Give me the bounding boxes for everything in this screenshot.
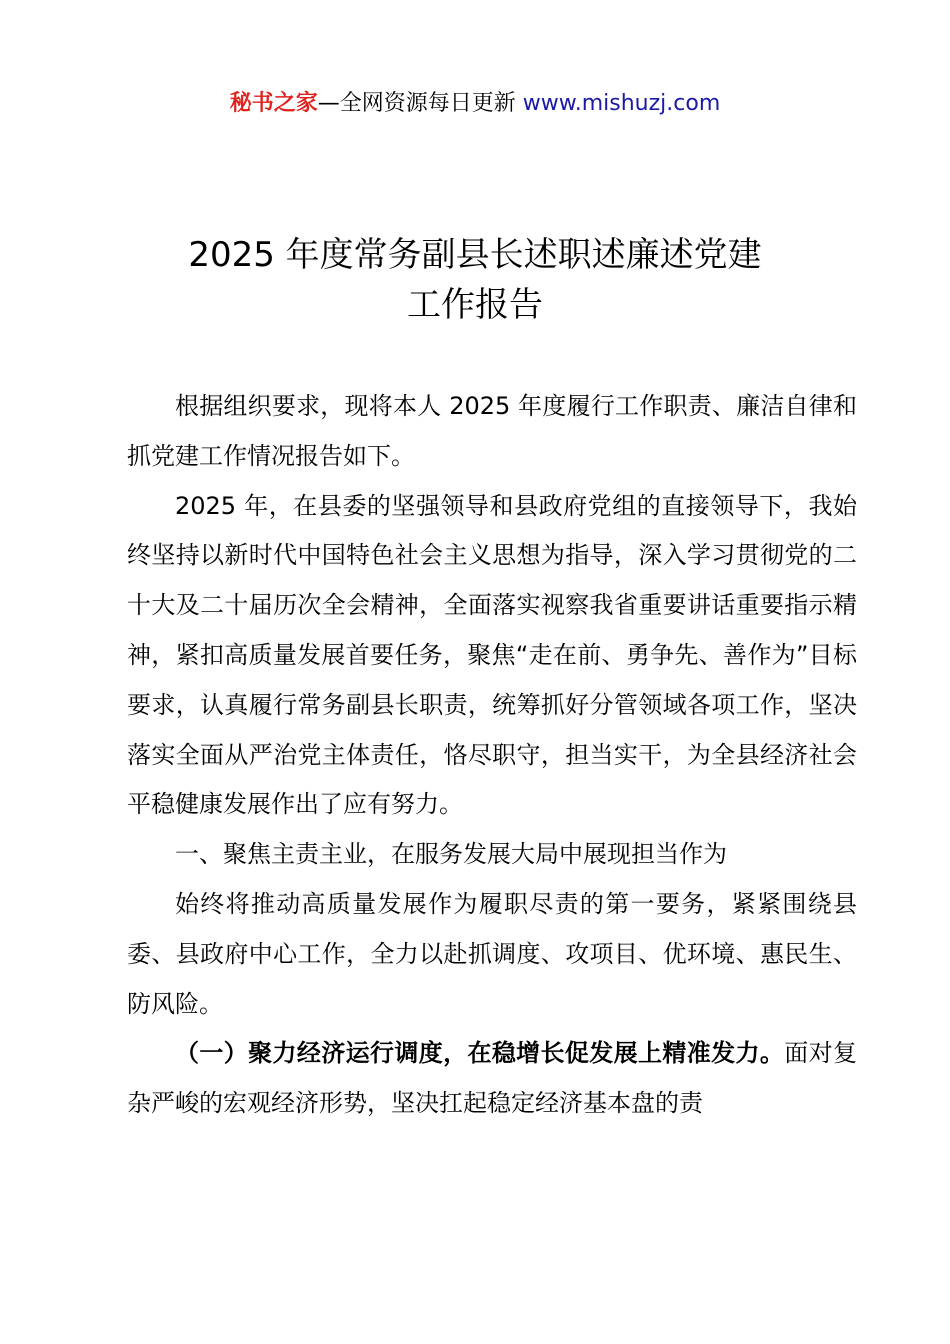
subsection-text-1: 面对复杂严峻的宏观经济形势，坚决扛起稳定经济基本盘的责 <box>127 1039 858 1118</box>
paragraph-subsection-1 <box>127 1029 857 1129</box>
site-slogan: —全网资源每日更新 <box>317 91 516 116</box>
site-header <box>0 86 950 122</box>
section-heading-1: 一、聚焦主责主业，在服务发展大局中展现担当作为 <box>175 840 727 869</box>
document-title-line2: 工作报告 <box>407 285 543 325</box>
paragraph-intro: 根据组织要求，现将本人 2025 年度履行工作职责、廉洁自律和抓党建工作情况报告如下。 <box>127 392 857 470</box>
document-body <box>127 382 857 1129</box>
subsection-heading-1: （一）聚力经济运行调度，在稳增长促发展上精准发力。 <box>175 1039 785 1068</box>
site-brand: 秘书之家 <box>229 91 318 116</box>
paragraph-section1-intro: 始终将推动高质量发展作为履职尽责的第一要务，紧紧围绕县委、县政府中心工作，全力以赴抓调度、攻项目、优环境、惠民生、防风险。 <box>127 889 857 1018</box>
document-title-line1: 2025 年度常务副县长述职述廉述党建 <box>188 235 762 275</box>
paragraph-overview: 2025 年，在县委的坚强领导和县政府党组的直接领导下，我始终坚持以新时代中国特色社会主义思想为指导，深入学习贯彻党的二十大及二十届历次全会精神，全面落实视察我省重要讲话重要指示精神，紧扣高质量发展首要任务，聚焦“走在前、勇争先、善作为”目标要求，认真履行常务副县长职责，统筹抓好分管领域各项工作，坚决落实全面从严治党主体责任，恪尽职守，担当实干，为全县经济社会平稳健康发展作出了应有努力。 <box>127 491 857 819</box>
site-url-link[interactable]: www.mishuzj.com <box>522 91 721 116</box>
document-title <box>0 230 950 330</box>
